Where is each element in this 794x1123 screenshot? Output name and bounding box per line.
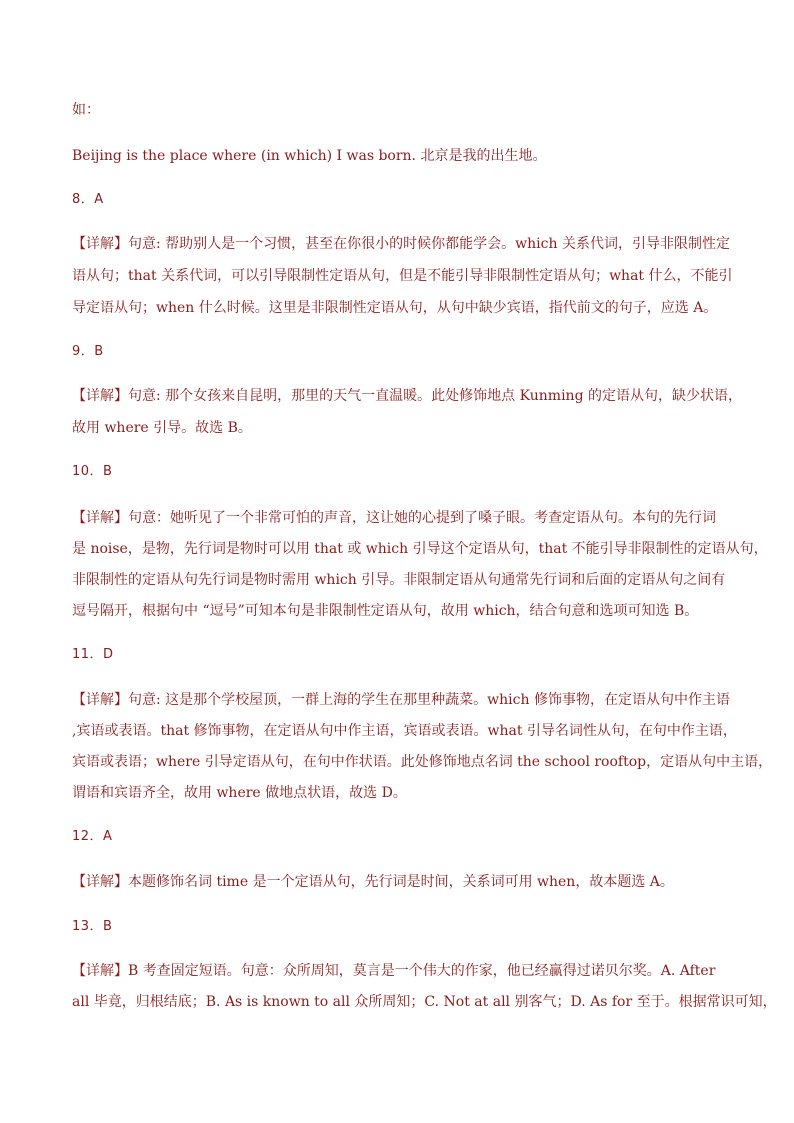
explanation-line: 【详解】句意: 帮助别人是一个习惯，甚至在你很小的时候你都能学会。which 关系代词，引导非限制性定	[72, 236, 730, 252]
answer-number: 8．A	[72, 192, 104, 207]
explanation-line: 导定语从句；when 什么时候。这里是非限制性定语从句，从句中缺少宾语，指代前文的句子，应选 A。	[72, 300, 718, 316]
explanation-line: 【详解】句意: 这是那个学校屋顶，一群上海的学生在那里种蔬菜。which 修饰事物，在定语从句中作主语	[72, 692, 730, 708]
explanation-line: all 毕竟，归根结底；B. As is known to all 众所周知；C. Not at all 别客气；D. As for 至于。根据常识可知，	[72, 994, 777, 1010]
explanation-line: 【详解】句意：她听见了一个非常可怕的声音，这让她的心提到了嗓子眼。考查定语从句。本句的先行词	[72, 510, 716, 526]
explanation-line: 谓语和宾语齐全，故用 where 做地点状语，故选 D。	[72, 785, 407, 801]
explanation-line: 故用 where 引导。故选 B。	[72, 420, 252, 436]
answer-number: 9．B	[72, 344, 104, 359]
explanation-line: 【详解】本题修饰名词 time 是一个定语从句，先行词是时间，关系词可用 when，故本题选 A。	[72, 874, 674, 890]
answer-number: 12．A	[72, 829, 113, 844]
explanation-line: 【详解】B 考查固定短语。句意：众所周知，莫言是一个伟大的作家，他已经赢得过诺贝尔奖。A. After	[72, 963, 716, 979]
intro-text: 如：	[72, 102, 100, 118]
answer-number: 11．D	[72, 647, 114, 662]
answer-number: 10．B	[72, 464, 113, 479]
explanation-line: 【详解】句意: 那个女孩来自昆明，那里的天气一直温暖。此处修饰地点 Kunming 的定语从句，缺少状语，	[72, 388, 742, 404]
explanation-line: ,宾语或表语。that 修饰事物，在定语从句中作主语，宾语或表语。what 引导名词性从句，在句中作主语，	[72, 723, 737, 739]
explanation-line: 逗号隔开，根据句中 “逗号”可知本句是非限制性定语从句，故用 which，结合句意和选项可知选 B。	[72, 603, 699, 619]
explanation-line: 语从句；that 关系代词，可以引导限制性定语从句，但是不能引导非限制性定语从句；what 什么，不能引	[72, 268, 733, 284]
explanation-line: 宾语或表语；where 引导定语从句，在句中作状语。此处修饰地点名词 the school rooftop，定语从句中主语，	[72, 754, 773, 770]
example-sentence: Beijing is the place where (in which) I was born. 北京是我的出生地。	[72, 148, 547, 164]
explanation-line: 非限制性的定语从句先行词是物时需用 which 引导。非限制定语从句通常先行词和后面的定语从句之间有	[72, 572, 726, 588]
explanation-line: 是 noise，是物，先行词是物时可以用 that 或 which 引导这个定语从句，that 不能引导非限制性的定语从句，	[72, 541, 768, 557]
answer-number: 13．B	[72, 919, 113, 934]
